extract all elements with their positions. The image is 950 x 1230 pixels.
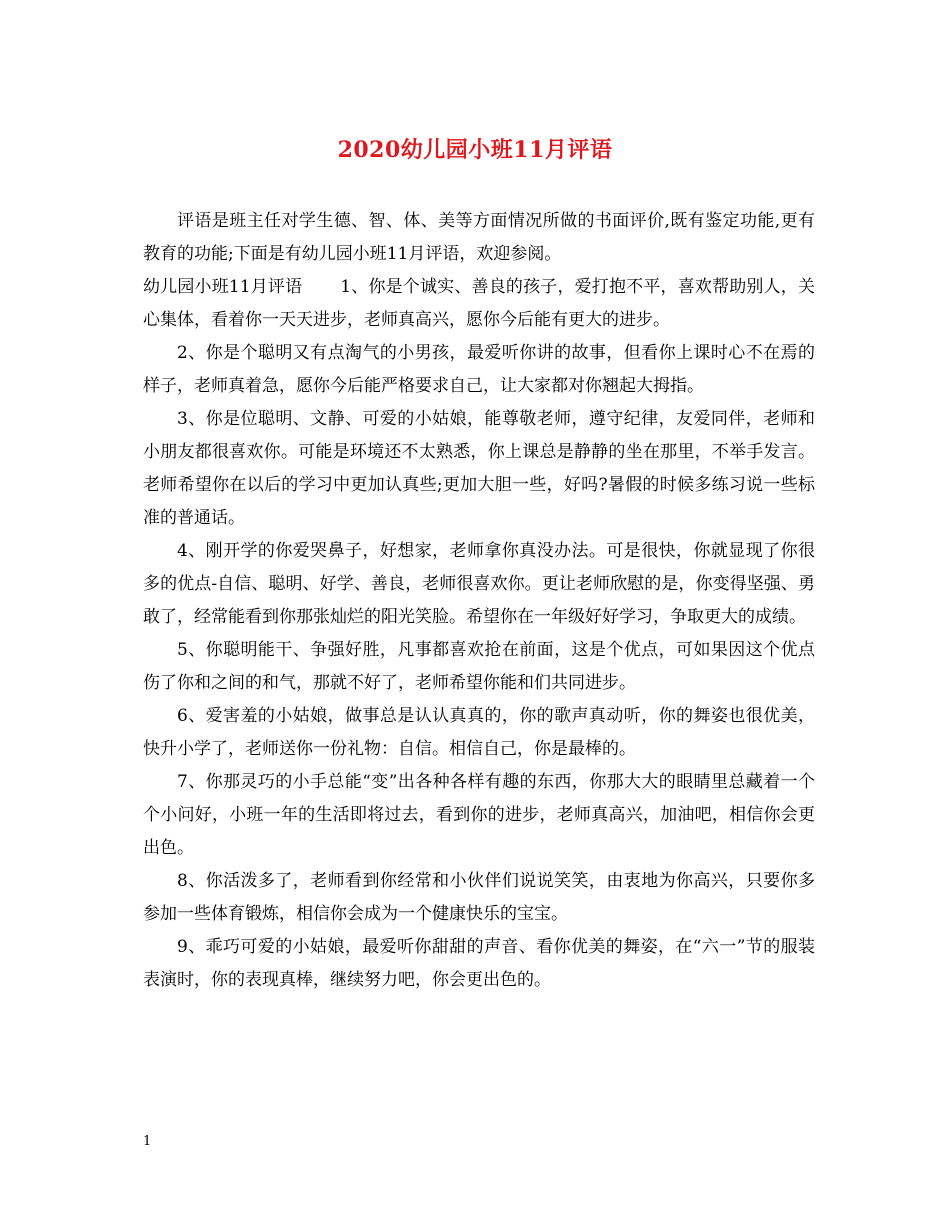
comment-2: 2、你是个聪明又有点淘气的小男孩，最爱听你讲的故事，但看你上课时心不在焉的样子，老师真着急，愿你今后能严格要求自己，让大家都对你翘起大拇指。 [143, 343, 815, 396]
comment-9: 9、乖巧可爱的小姑娘，最爱听你甜甜的声音、看你优美的舞姿，在“六一”节的服装表演时，你的表现真棒，继续努力吧，你会更出色的。 [143, 937, 815, 990]
section-label: 幼儿园小班11月评语 [143, 277, 303, 297]
page-number: 1 [143, 1134, 152, 1149]
comment-6: 6、爱害羞的小姑娘，做事总是认认真真的，你的歌声真动听，你的舞姿也很优美，快升小学了，老师送你一份礼物：自信。相信自己，你是最棒的。 [143, 706, 815, 759]
comment-3: 3、你是位聪明、文静、可爱的小姑娘，能尊敬老师，遵守纪律，友爱同伴，老师和小朋友都很喜欢你。可能是环境还不太熟悉，你上课总是静静的坐在那里，不举手发言。老师希望你在以后的学习中更加认真些;更加大胆一些，好吗?暑假的时候多练习说一些标准的普通话。 [143, 409, 815, 528]
comment-5: 5、你聪明能干、争强好胜，凡事都喜欢抢在前面，这是个优点，可如果因这个优点伤了你和之间的和气，那就不好了，老师希望你能和们共同进步。 [143, 640, 815, 693]
comment-7: 7、你那灵巧的小手总能“变”出各种各样有趣的东西，你那大大的眼睛里总藏着一个个小问好，小班一年的生活即将过去，看到你的进步，老师真高兴，加油吧，相信你会更出色。 [143, 772, 815, 858]
document-title: 2020幼儿园小班11月评语 [337, 137, 613, 163]
document-body [143, 205, 815, 997]
comment-1: 1、你是个诚实、善良的孩子，爱打抱不平，喜欢帮助别人，关心集体，看着你一天天进步，老师真高兴，愿你今后能有更大的进步。 [143, 277, 815, 330]
comment-4: 4、刚开学的你爱哭鼻子，好想家，老师拿你真没办法。可是很快，你就显现了你很多的优点-自信、聪明、好学、善良，老师很喜欢你。更让老师欣慰的是，你变得坚强、勇敢了，经常能看到你那张灿烂的阳光笑脸。希望你在一年级好好学习，争取更大的成绩。 [143, 541, 815, 627]
comment-8: 8、你活泼多了，老师看到你经常和小伙伴们说说笑笑，由衷地为你高兴，只要你多参加一些体育锻炼，相信你会成为一个健康快乐的宝宝。 [143, 871, 815, 924]
intro-paragraph: 评语是班主任对学生德、智、体、美等方面情况所做的书面评价,既有鉴定功能,更有教育的功能;下面是有幼儿园小班11月评语，欢迎参阅。 [143, 211, 815, 264]
first-comment-paragraph [143, 271, 815, 337]
